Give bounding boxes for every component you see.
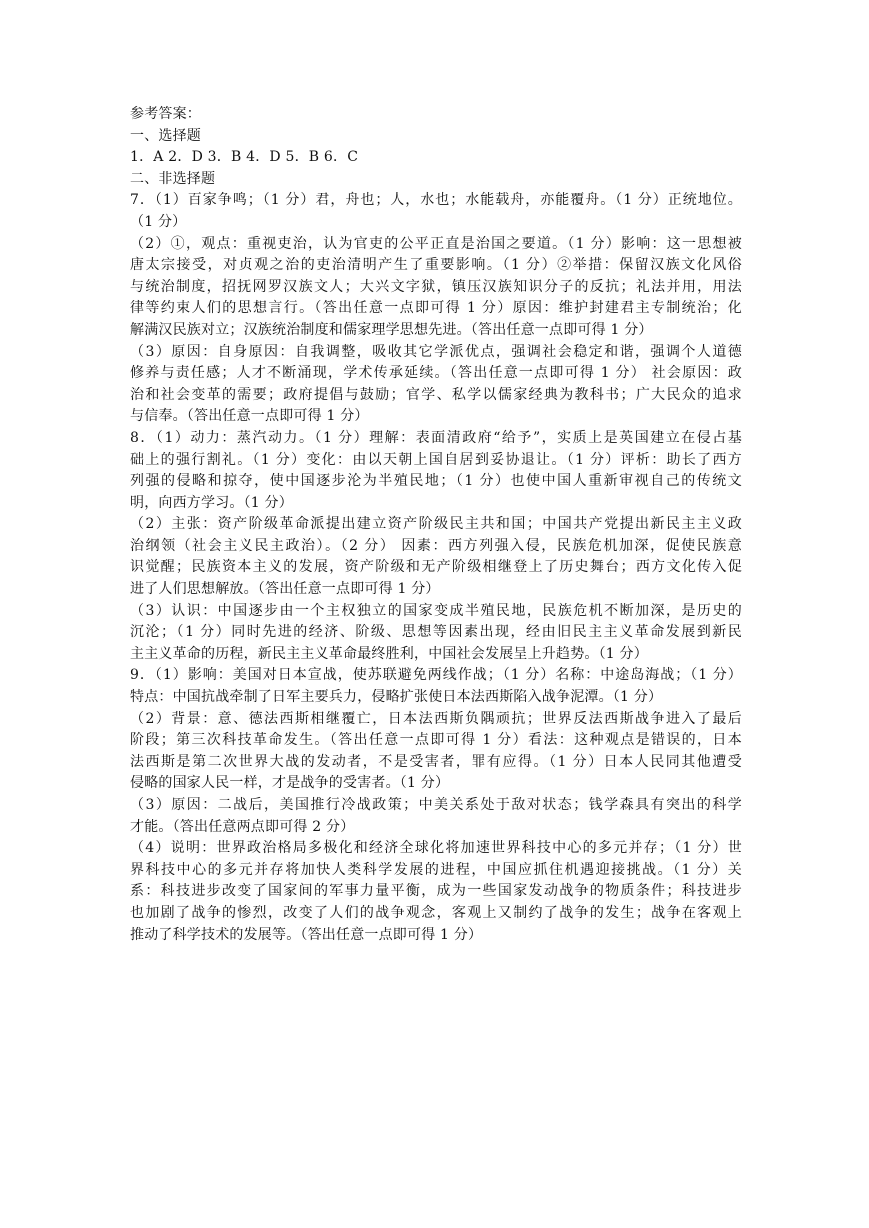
text-line: 7．（1）百家争鸣；（1 分）君，舟也；人，水也；水能载舟，亦能覆舟。（1 分）正统地位。 <box>130 192 742 209</box>
text-line: 识觉醒；民族资本主义的发展，资产阶级和无产阶级相继登上了历史舞台；西方文化传入促 <box>130 559 742 576</box>
text-line: 阶段；第三次科技革命发生。（答出任意一点即可得 1 分）看法：这种观点是错误的，日本 <box>130 732 742 749</box>
text-line: 列强的侵略和掠夺，使中国逐步沦为半殖民地；（1 分）也使中国人重新审视自己的传统文 <box>130 473 742 490</box>
text-line: 法西斯是第二次世界大战的发动者，不是受害者，罪有应得。（1 分）日本人民同其他遭受 <box>130 753 742 770</box>
text-line: 8．（1）动力：蒸汽动力。（1 分）理解：表面清政府“给予”，实质上是英国建立在侵占基 <box>130 429 742 446</box>
text-line: （2）背景：意、德法西斯相继覆亡，日本法西斯负隅顽抗；世界反法西斯战争进入了最后 <box>130 710 742 727</box>
text-line: （2）①，观点：重视吏治，认为官吏的公平正直是治国之要道。（1 分）影响：这一思想被 <box>130 235 742 252</box>
text-line: 推动了科学技术的发展等。（答出任意一点即可得 1 分） <box>130 926 483 943</box>
text-line: 主主义革命的历程，新民主主义革命最终胜利，中国社会发展呈上升趋势。（1 分） <box>130 645 648 662</box>
text-line: 与信奉。（答出任意一点即可得 1 分） <box>130 408 369 425</box>
text-line: 界科技中心的多元并存将加快人类科学发展的进程，中国应抓住机遇迎接挑战。（1 分）关 <box>130 861 742 878</box>
text-line: （3）认识：中国逐步由一个主权独立的国家变成半殖民地，民族危机不断加深，是历史的 <box>130 602 742 619</box>
text-line: 治纲领（社会主义民主政治）。（2 分） 因素：西方列强入侵，民族危机加深，促使民族意 <box>130 537 742 554</box>
text-line: 参考答案： <box>130 106 201 122</box>
text-line: 特点：中国抗战牵制了日军主要兵力，侵略扩张使日本法西斯陷入战争泥潭。（1 分） <box>130 689 663 706</box>
text-line: 二、非选择题 <box>130 170 216 187</box>
text-line: 沉沦；（1 分）同时先进的经济、阶级、思想等因素出现，经由旧民主主义革命发展到新民 <box>130 624 742 641</box>
text-line: 侵略的国家人民一样，才是战争的受害者。（1 分） <box>130 775 450 792</box>
text-line: 唐太宗接受，对贞观之治的吏治清明产生了重要影响。（1 分）②举措：保留汉族文化风俗 <box>130 257 742 274</box>
text-line: （3）原因：自身原因：自我调整，吸收其它学派优点，强调社会稳定和谐，强调个人道德 <box>130 343 742 360</box>
text-line: 一、选择题 <box>130 127 201 144</box>
text-line: 系：科技进步改变了国家间的军事力量平衡，成为一些国家发动战争的物质条件；科技进步 <box>130 883 742 900</box>
text-line: 修养与责任感；人才不断涌现，学术传承延续。（答出任意一点即可得 1 分） 社会原因：政 <box>130 365 742 382</box>
text-line: 9．（1）影响：美国对日本宣战，使苏联避免两线作战；（1 分）名称：中途岛海战；（1 分） <box>130 667 742 684</box>
text-line: 解满汉民族对立；汉族统治制度和儒家理学思想先进。（答出任意一点即可得 1 分） <box>130 321 653 338</box>
text-line: 明，向西方学习。（1 分） <box>130 494 293 511</box>
text-line: 律等约束人们的思想言行。（答出任意一点即可得 1 分）原因：维护封建君主专制统治；化 <box>130 300 742 317</box>
text-line: （2）主张：资产阶级革命派提出建立资产阶级民主共和国；中国共产党提出新民主主义政 <box>130 516 742 533</box>
text-line: （4）说明：世界政治格局多极化和经济全球化将加速世界科技中心的多元并存；（1 分）世 <box>130 840 742 857</box>
text-line: 与统治制度，招抚网罗汉族文人；大兴文字狱，镇压汉族知识分子的反抗；礼法并用，用法 <box>130 278 742 295</box>
text-line: （3）原因：二战后，美国推行冷战政策；中美关系处于敌对状态；钱学森具有突出的科学 <box>130 797 742 813</box>
answer-document <box>130 104 742 946</box>
text-line: 1．A 2．D 3．B 4．D 5．B 6．C <box>130 149 359 166</box>
text-line: 进了人们思想解放。（答出任意一点即可得 1 分） <box>130 581 440 598</box>
text-line: 治和社会变革的需要；政府提倡与鼓励；官学、私学以儒家经典为教科书；广大民众的追求 <box>130 386 742 403</box>
text-line: （1 分） <box>130 213 187 230</box>
text-line: 础上的强行割礼。（1 分）变化：由以天朝上国自居到妥协退让。（1 分）评析：助长了西方 <box>130 451 742 468</box>
text-line: 才能。（答出任意两点即可得 2 分） <box>130 818 355 835</box>
text-line: 也加剧了战争的惨烈，改变了人们的战争观念，客观上又制约了战争的发生；战争在客观上 <box>130 904 742 921</box>
